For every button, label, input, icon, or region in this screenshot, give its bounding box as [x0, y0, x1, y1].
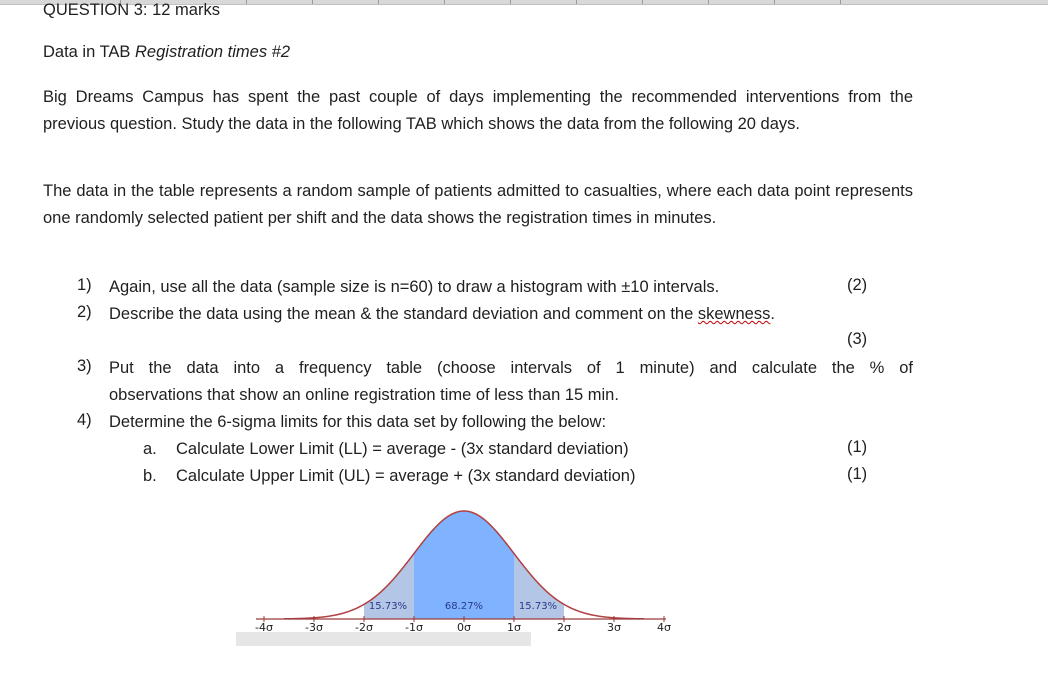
task-number: 2)	[77, 303, 92, 321]
paragraph-sample: The data in the table represents a random sample of patients admitted to casualties, where each data point represents one randomly selected patient per shift and the data shows the registration times in minutes.	[43, 182, 913, 227]
task-number: 3)	[77, 357, 92, 375]
data-label-prefix: Data in TAB	[43, 43, 136, 61]
subtask-text: Calculate Lower Limit (LL) = average - (3x standard deviation)	[176, 440, 629, 458]
task-text-part: .	[770, 305, 775, 323]
subtask-text: Calculate Upper Limit (UL) = average + (3x standard deviation)	[176, 467, 636, 485]
region-label-left: 15.73%	[368, 601, 408, 612]
task-text: Again, use all the data (sample size is n=60) to draw a histogram with ±10 intervals.	[109, 278, 720, 296]
axis-labels	[255, 621, 671, 634]
axis-label: 4σ	[657, 621, 671, 634]
task-marks: (3)	[847, 330, 868, 348]
task-text: Put the data into a frequency table (choose intervals of 1 minute) and calculate the % of	[109, 359, 913, 377]
task-text: Determine the 6-sigma limits for this data set by following the below:	[109, 413, 607, 431]
task-number: 1)	[77, 276, 92, 294]
axis-label: 1σ	[507, 621, 521, 634]
task-text-part: Describe the data using the mean & the standard deviation and comment on the	[109, 305, 698, 323]
subtask-marks: (1)	[847, 438, 868, 456]
subtask-marks: (1)	[847, 465, 868, 483]
axis-label: -2σ	[355, 621, 373, 634]
axis-label: 3σ	[607, 621, 621, 634]
question-title: QUESTION 3: 12 marks	[43, 1, 220, 19]
subtask-letter: b.	[143, 467, 157, 485]
task-text-continued: observations that show an online registration time of less than 15 min.	[109, 386, 619, 404]
data-label	[43, 43, 290, 62]
task-text	[109, 301, 775, 328]
task-number: 4)	[77, 411, 92, 429]
axis-label: -4σ	[255, 621, 273, 634]
normal-distribution-figure	[236, 506, 676, 648]
axis-label: 2σ	[557, 621, 571, 634]
paragraph-intro: Big Dreams Campus has spent the past couple of days implementing the recommended interventions from the previous question. Study the data in the following TAB which shows the data from the following 20 days.	[43, 88, 913, 133]
spelling-flag[interactable]: skewness	[697, 305, 771, 323]
region-label-right: 15.73%	[518, 601, 558, 612]
axis-label: 0σ	[457, 621, 471, 634]
task-marks: (2)	[847, 276, 868, 294]
axis-label: -1σ	[405, 621, 423, 634]
subtask-letter: a.	[143, 440, 157, 458]
data-label-italic: Registration times #2	[135, 43, 291, 61]
region-label-center: 68.27%	[444, 601, 484, 612]
axis-label: -3σ	[305, 621, 323, 634]
